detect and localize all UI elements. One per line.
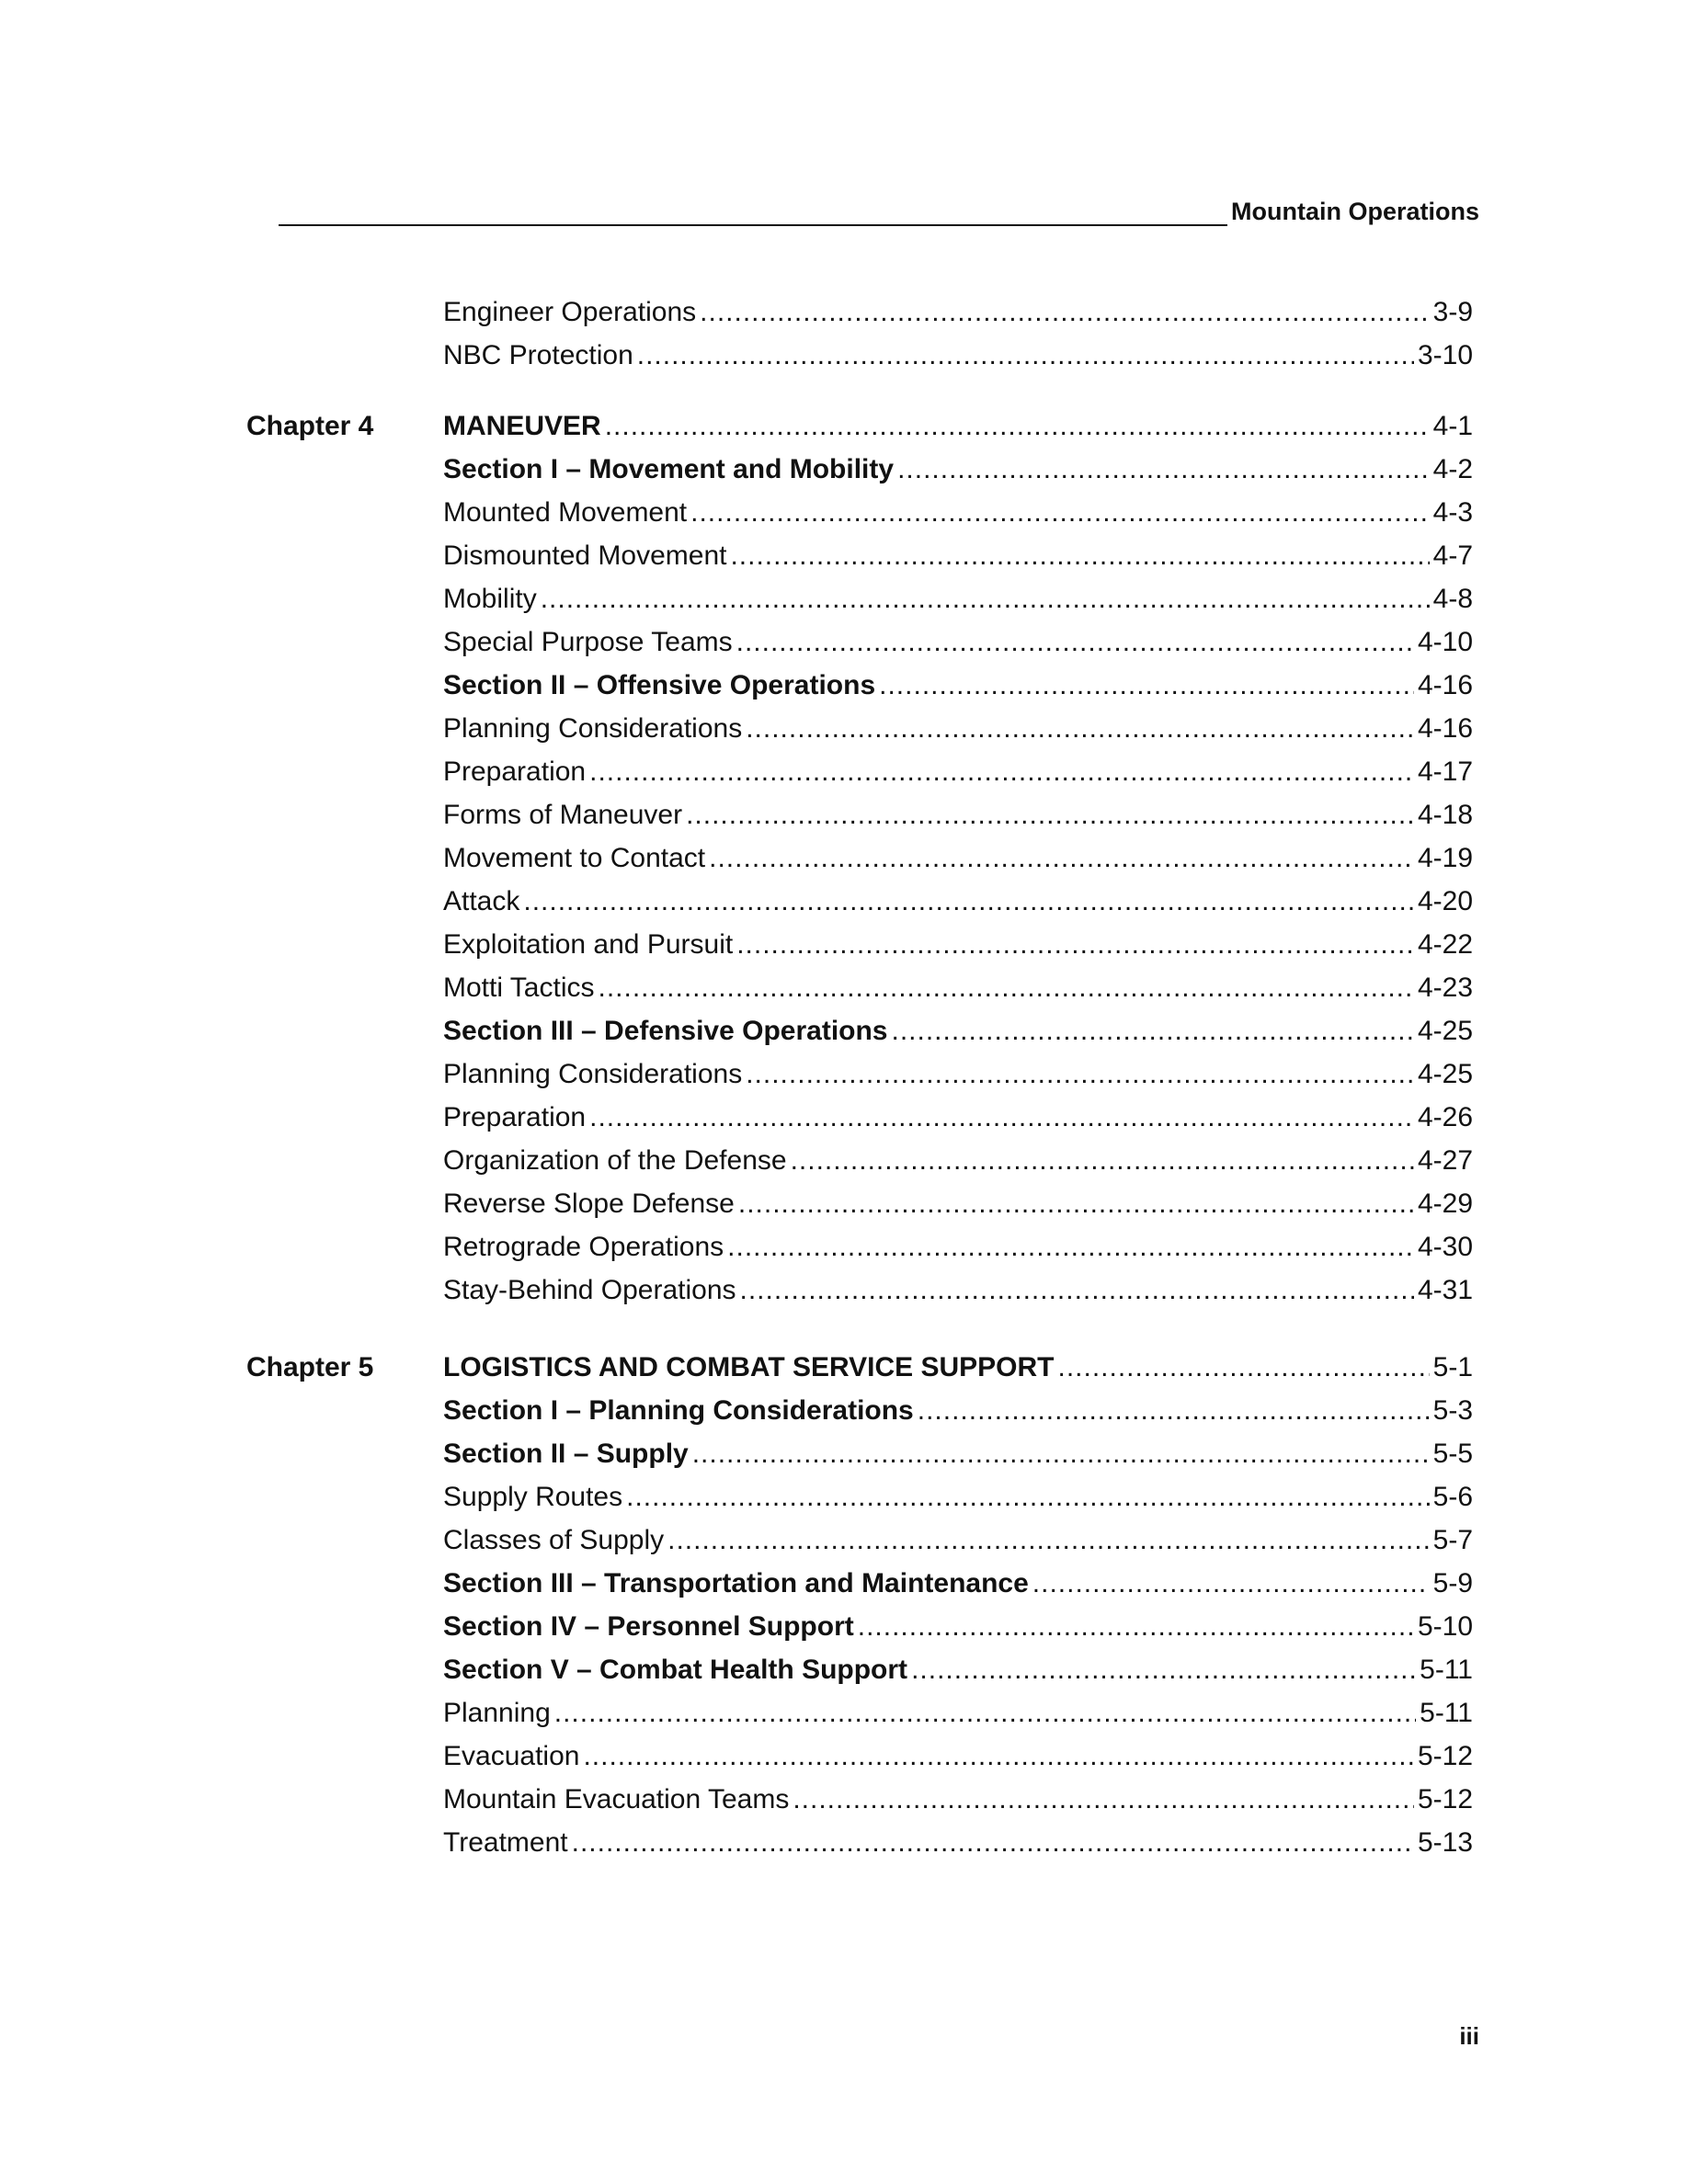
toc-entry-page: 4-16 [1417, 670, 1473, 700]
dot-leader [554, 1691, 1416, 1735]
dot-leader [690, 491, 1430, 535]
dot-leader [626, 1475, 1430, 1519]
toc-entry-page: 4-17 [1417, 756, 1473, 787]
dot-leader [709, 836, 1414, 881]
toc-entry-page: 5-11 [1420, 1698, 1473, 1728]
dot-leader [1032, 1562, 1430, 1606]
toc-entry-page: 3-9 [1432, 297, 1473, 327]
toc-entry-page: 4-29 [1417, 1189, 1473, 1219]
toc-entry-title: Section III – Defensive Operations [443, 1016, 888, 1046]
toc-entry-title: Supply Routes [443, 1482, 623, 1512]
toc-entry-title: Special Purpose Teams [443, 627, 733, 657]
toc-entry[interactable] [443, 1139, 1473, 1183]
toc-entry[interactable] [443, 1052, 1473, 1097]
toc-entry-page: 4-26 [1417, 1102, 1473, 1132]
toc-entry-title: Section II – Supply [443, 1439, 689, 1469]
toc-entry-title: Section I – Movement and Mobility [443, 454, 895, 484]
toc-entry[interactable] [443, 577, 1473, 621]
toc-entry-title: Retrograde Operations [443, 1232, 724, 1262]
dot-leader [700, 290, 1429, 335]
toc-entry[interactable] [443, 707, 1473, 751]
toc-entry-page: 5-12 [1417, 1784, 1473, 1814]
toc-entry-title: Section III – Transportation and Maintenance [443, 1568, 1029, 1598]
dot-leader [736, 923, 1414, 967]
dot-leader [667, 1519, 1430, 1563]
toc-entry[interactable] [443, 1821, 1473, 1865]
dot-leader [583, 1735, 1414, 1779]
toc-entry[interactable] [443, 750, 1473, 794]
toc-entry-page: 4-8 [1432, 584, 1473, 614]
dot-leader [605, 404, 1430, 449]
toc-entry[interactable] [443, 334, 1473, 378]
dot-leader [572, 1821, 1414, 1865]
toc-entry-title: Evacuation [443, 1741, 580, 1771]
dot-leader [589, 1096, 1414, 1140]
toc-entry[interactable] [443, 1475, 1473, 1519]
dot-leader [686, 793, 1414, 837]
toc-entry-page: 5-13 [1417, 1827, 1473, 1858]
toc-entry[interactable] [443, 880, 1473, 924]
dot-leader [637, 334, 1414, 378]
dot-leader [523, 880, 1414, 924]
toc-entry[interactable] [443, 1691, 1473, 1735]
toc-entry[interactable] [443, 534, 1473, 578]
toc-entry-page: 4-30 [1417, 1232, 1473, 1262]
toc-entry-page: 4-16 [1417, 713, 1473, 744]
toc-entry[interactable] [443, 1778, 1473, 1822]
dot-leader [1058, 1346, 1430, 1390]
toc-entry-title: Forms of Maneuver [443, 800, 683, 830]
toc-entry-title: MANEUVER [443, 411, 601, 441]
toc-entry-page: 5-11 [1420, 1655, 1473, 1685]
toc-entry-page: 5-3 [1432, 1395, 1473, 1426]
toc-entry-page: 5-7 [1432, 1525, 1473, 1555]
toc-entry-page: 4-20 [1417, 886, 1473, 916]
toc-entry-title: Planning Considerations [443, 1059, 743, 1089]
toc-entry-page: 3-10 [1417, 340, 1473, 370]
toc-chapter-entry[interactable] [443, 404, 1473, 449]
toc-entry-page: 4-3 [1432, 497, 1473, 528]
toc-section-entry[interactable] [443, 1009, 1473, 1053]
toc-entry[interactable] [443, 290, 1473, 335]
dot-leader [858, 1605, 1414, 1649]
toc-entry[interactable] [443, 1735, 1473, 1779]
toc-entry[interactable] [443, 793, 1473, 837]
toc-entry-page: 5-5 [1432, 1439, 1473, 1469]
toc-entry-title: NBC Protection [443, 340, 633, 370]
toc-entry[interactable] [443, 1096, 1473, 1140]
toc-entry-page: 4-23 [1417, 973, 1473, 1003]
toc-entry-title: Stay-Behind Operations [443, 1275, 736, 1305]
toc-entry[interactable] [443, 620, 1473, 665]
toc-section-entry[interactable] [443, 1389, 1473, 1433]
page-number: iii [1459, 2022, 1479, 2050]
toc-entry-title: Preparation [443, 756, 587, 787]
toc-entry-page: 4-31 [1417, 1275, 1473, 1305]
toc-entry-title: Motti Tactics [443, 973, 595, 1003]
toc-entry-title: LOGISTICS AND COMBAT SERVICE SUPPORT [443, 1352, 1055, 1382]
toc-section-entry[interactable] [443, 1562, 1473, 1606]
dot-leader [892, 1009, 1414, 1053]
toc-entry-title: Planning [443, 1698, 551, 1728]
toc-entry-page: 4-1 [1432, 411, 1473, 441]
toc-entry-title: Dismounted Movement [443, 540, 727, 571]
toc-entry-page: 5-12 [1417, 1741, 1473, 1771]
toc-entry-title: Classes of Supply [443, 1525, 665, 1555]
toc-entry[interactable] [443, 836, 1473, 881]
toc-entry-page: 4-18 [1417, 800, 1473, 830]
toc-section-entry[interactable] [443, 1605, 1473, 1649]
chapter-4-label: Chapter 4 [246, 411, 374, 441]
toc-entry-page: 4-25 [1417, 1016, 1473, 1046]
toc-entry-title: Treatment [443, 1827, 568, 1858]
toc-entry-page: 5-1 [1432, 1352, 1473, 1382]
dot-leader [793, 1778, 1414, 1822]
chapter-5-label: Chapter 5 [246, 1352, 374, 1382]
toc-section-entry[interactable] [443, 1648, 1473, 1692]
running-header-title: Mountain Operations [1231, 198, 1479, 225]
toc-entry-title: Engineer Operations [443, 297, 697, 327]
toc-entry-title: Exploitation and Pursuit [443, 929, 734, 960]
toc-entry-title: Preparation [443, 1102, 587, 1132]
dot-leader [740, 1268, 1414, 1313]
toc-entry-title: Section IV – Personnel Support [443, 1611, 854, 1642]
dot-leader [746, 707, 1414, 751]
toc-section-entry[interactable] [443, 1432, 1473, 1476]
dot-leader [918, 1389, 1430, 1433]
dot-leader [599, 966, 1414, 1010]
toc-entry-title: Planning Considerations [443, 713, 743, 744]
toc-entry-title: Movement to Contact [443, 843, 706, 873]
dot-leader [692, 1432, 1430, 1476]
toc-entry-page: 4-25 [1417, 1059, 1473, 1089]
dot-leader [730, 534, 1429, 578]
header-rule [279, 224, 1227, 226]
toc-entry-page: 5-6 [1432, 1482, 1473, 1512]
toc-chapter-entry[interactable] [443, 1346, 1473, 1390]
toc-entry[interactable] [443, 491, 1473, 535]
toc-entry-title: Section V – Combat Health Support [443, 1655, 908, 1685]
dot-leader [897, 448, 1430, 492]
dot-leader [727, 1225, 1414, 1269]
toc-entry-page: 4-22 [1417, 929, 1473, 960]
toc-entry-page: 4-10 [1417, 627, 1473, 657]
dot-leader [879, 664, 1414, 708]
toc-entry-page: 5-9 [1432, 1568, 1473, 1598]
toc-entry-page: 4-19 [1417, 843, 1473, 873]
dot-leader [589, 750, 1414, 794]
toc-entry[interactable] [443, 923, 1473, 967]
toc-entry-title: Mobility [443, 584, 537, 614]
toc-entry[interactable] [443, 966, 1473, 1010]
dot-leader [541, 577, 1430, 621]
toc-section-entry[interactable] [443, 664, 1473, 708]
toc-entry-title: Mounted Movement [443, 497, 688, 528]
toc-section-entry[interactable] [443, 448, 1473, 492]
toc-entry[interactable] [443, 1519, 1473, 1563]
toc-entry-page: 4-2 [1432, 454, 1473, 484]
toc-entry-title: Section II – Offensive Operations [443, 670, 876, 700]
toc-entry-page: 4-7 [1432, 540, 1473, 571]
dot-leader [791, 1139, 1414, 1183]
dot-leader [746, 1052, 1414, 1097]
dot-leader [736, 620, 1414, 665]
dot-leader [738, 1182, 1414, 1226]
toc-entry[interactable] [443, 1225, 1473, 1269]
dot-leader [911, 1648, 1416, 1692]
toc-entry-title: Organization of the Defense [443, 1145, 787, 1176]
toc-entry-title: Reverse Slope Defense [443, 1189, 735, 1219]
toc-entry-title: Mountain Evacuation Teams [443, 1784, 790, 1814]
toc-entry-page: 5-10 [1417, 1611, 1473, 1642]
toc-entry[interactable] [443, 1268, 1473, 1313]
toc-entry-page: 4-27 [1417, 1145, 1473, 1176]
toc-entry-title: Section I – Planning Considerations [443, 1395, 914, 1426]
toc-entry[interactable] [443, 1182, 1473, 1226]
toc-entry-title: Attack [443, 886, 520, 916]
